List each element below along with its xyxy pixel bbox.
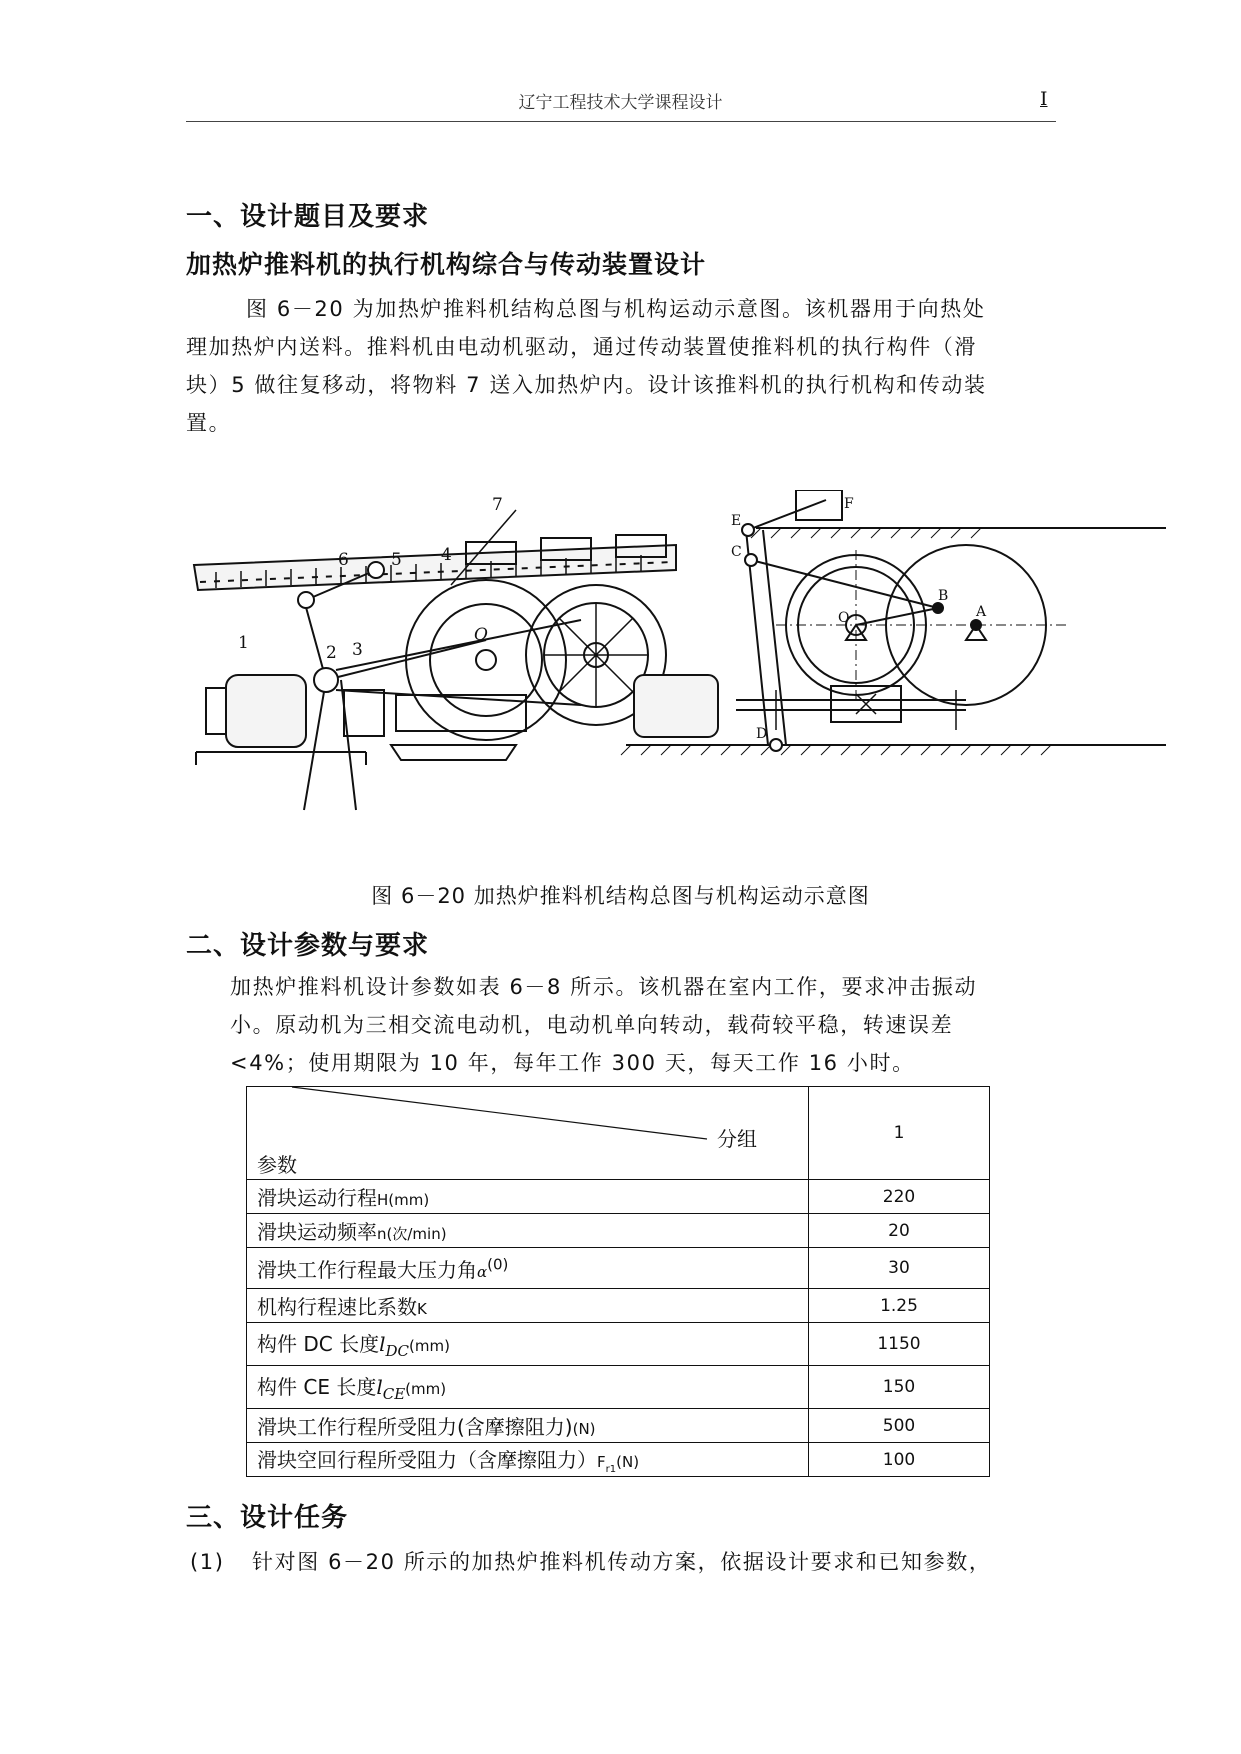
structure-drawing: [194, 510, 676, 810]
task-item-1-number: (1): [190, 1550, 225, 1574]
page-header-title: 辽宁工程技术大学课程设计: [518, 93, 723, 113]
section-1-para-line-1: 图 6－20 为加热炉推料机结构总图与机构运动示意图。该机器用于向热处: [246, 297, 986, 321]
header-rule: [186, 121, 1056, 122]
section-2-para-line-1: 加热炉推料机设计参数如表 6－8 所示。该机器在室内工作，要求冲击振动: [230, 975, 978, 999]
row-4-label: 机构行程速比系数K: [247, 1289, 809, 1323]
mechanism-figure: [186, 490, 1166, 860]
row-8-value: 100: [809, 1443, 990, 1477]
table-row: [247, 1409, 990, 1443]
section-2-heading: 二、设计参数与要求: [186, 931, 430, 961]
label-a: A: [976, 604, 987, 620]
row-8-label: 滑块空回行程所受阻力（含摩擦阻力）$F_{r1}(N)$: [247, 1443, 809, 1477]
label-o-left: O: [474, 625, 488, 645]
table-row: [247, 1248, 990, 1289]
section-2-para-line-2: 小。原动机为三相交流电动机，电动机单向转动，载荷较平稳，转速误差: [230, 1013, 954, 1037]
task-item-1-text: 针对图 6－20 所示的加热炉推料机传动方案，依据设计要求和已知参数，: [252, 1550, 992, 1574]
row-1-value: 220: [809, 1180, 990, 1214]
page-number: I: [1040, 88, 1048, 110]
row-6-label: 构件 CE 长度$l_{CE}(mm)$: [247, 1366, 809, 1409]
section-1-subheading: 加热炉推料机的执行机构综合与传动装置设计: [186, 250, 707, 279]
table-row: [247, 1289, 990, 1323]
row-7-label: 滑块工作行程所受阻力(含摩擦阻力)(N): [247, 1409, 809, 1443]
group-cell: 1: [809, 1087, 990, 1180]
label-f: F: [844, 496, 854, 512]
label-3: 3: [352, 640, 363, 660]
label-7: 7: [492, 495, 503, 515]
label-2: 2: [326, 643, 337, 663]
row-1-label: 滑块运动行程H(mm): [247, 1180, 809, 1214]
row-6-value: 150: [809, 1366, 990, 1409]
section-3-heading: 三、设计任务: [186, 1503, 349, 1533]
section-1-para-line-2: 理加热炉内送料。推料机由电动机驱动，通过传动装置使推料机的执行构件（滑: [186, 335, 977, 359]
row-5-label: 构件 DC 长度$l_{DC}(mm)$: [247, 1323, 809, 1366]
row-5-value: 1150: [809, 1323, 990, 1366]
table-corner-cell: [247, 1087, 809, 1180]
kinematic-diagram: [621, 490, 1166, 755]
label-6: 6: [338, 550, 349, 570]
row-2-value: 20: [809, 1214, 990, 1248]
row-7-value: 500: [809, 1409, 990, 1443]
section-1-heading: 一、设计题目及要求: [186, 202, 430, 232]
label-o-right: O: [838, 610, 850, 626]
table-header-row: [247, 1087, 990, 1180]
corner-label-top: 分组: [717, 1127, 757, 1151]
label-b: B: [938, 588, 949, 604]
table-row: [247, 1366, 990, 1409]
row-4-value: 1.25: [809, 1289, 990, 1323]
corner-label-bottom: 参数: [257, 1153, 297, 1177]
row-2-label: 滑块运动频率n(次/min): [247, 1214, 809, 1248]
row-3-value: 30: [809, 1248, 990, 1289]
label-4: 4: [441, 545, 452, 565]
section-1-para-line-4: 置。: [186, 411, 232, 435]
section-2-para-line-3: <4%；使用期限为 10 年，每年工作 300 天，每天工作 16 小时。: [230, 1051, 915, 1075]
label-c: C: [731, 544, 742, 560]
label-1: 1: [238, 633, 249, 653]
table-row: [247, 1214, 990, 1248]
table-row: [247, 1443, 990, 1477]
label-5: 5: [391, 550, 402, 570]
row-3-label: 滑块工作行程最大压力角$\alpha^{(0)}$: [247, 1248, 809, 1289]
label-e: E: [731, 513, 742, 529]
section-1-para-line-3: 块）5 做往复移动，将物料 7 送入加热炉内。设计该推料机的执行机构和传动装: [186, 373, 987, 397]
table-row: [247, 1323, 990, 1366]
figure-caption: 图 6－20 加热炉推料机结构总图与机构运动示意图: [371, 884, 870, 908]
parameter-table: [246, 1086, 990, 1477]
label-d: D: [756, 726, 768, 742]
table-row: [247, 1180, 990, 1214]
